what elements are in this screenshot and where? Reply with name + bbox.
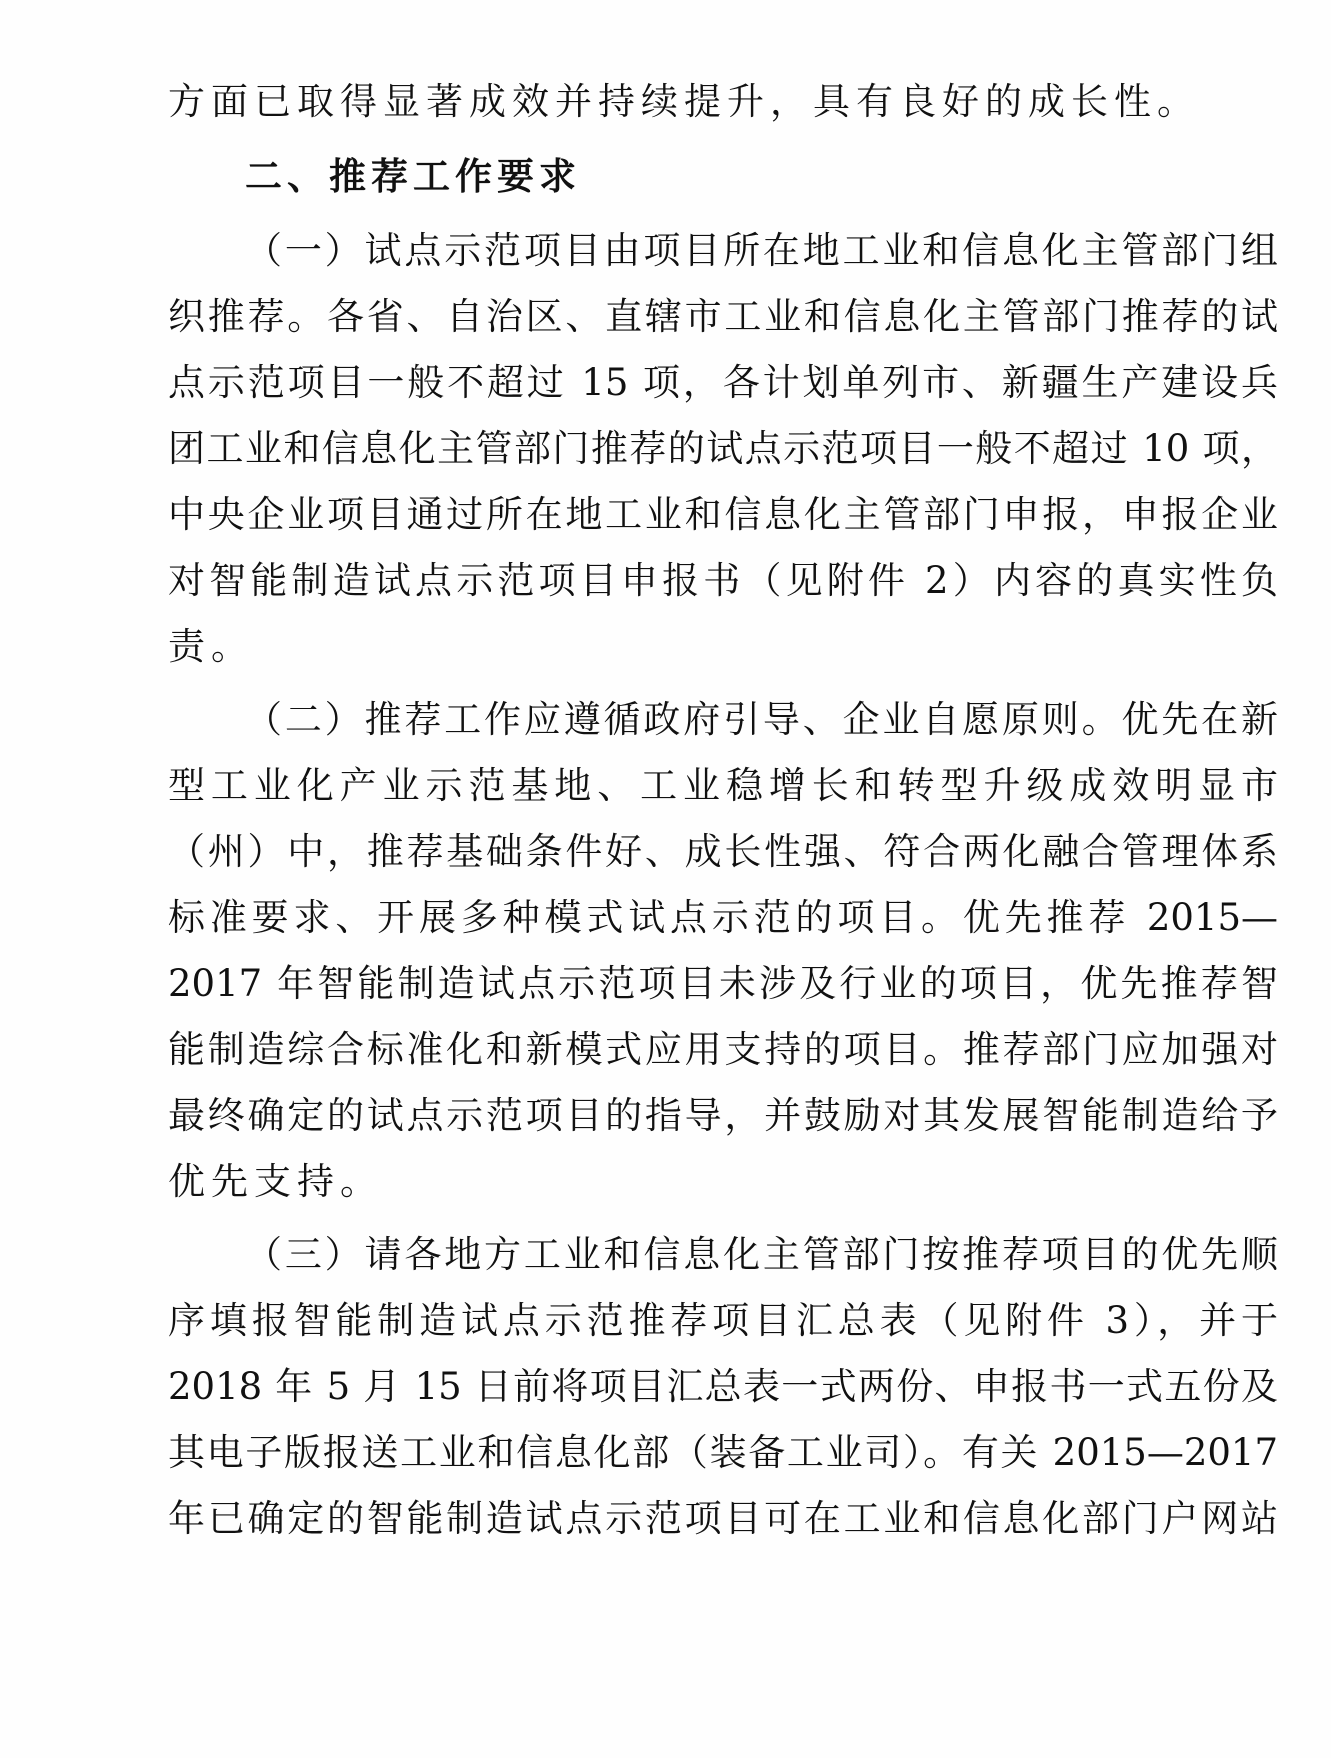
text-line: 年已确定的智能制造试点示范项目可在工业和信息化部门户网站 bbox=[168, 1497, 1278, 1540]
text-line: 织推荐。各省、自治区、直辖市工业和信息化主管部门推荐的试 bbox=[168, 295, 1278, 338]
section-heading: 二、推荐工作要求 bbox=[245, 155, 581, 198]
text-line: 2017 年智能制造试点示范项目未涉及行业的项目，优先推荐智 bbox=[168, 962, 1278, 1005]
text-line: 最终确定的试点示范项目的指导，并鼓励对其发展智能制造给予 bbox=[168, 1094, 1278, 1137]
text-line: （一）试点示范项目由项目所在地工业和信息化主管部门组 bbox=[245, 229, 1278, 272]
text-line: 团工业和信息化主管部门推荐的试点示范项目一般不超过 10 项， bbox=[168, 427, 1278, 470]
text-line: 优先支持。 bbox=[168, 1160, 383, 1203]
text-line: 点示范项目一般不超过 15 项，各计划单列市、新疆生产建设兵 bbox=[168, 361, 1278, 404]
text-line: 型工业化产业示范基地、工业稳增长和转型升级成效明显市 bbox=[168, 764, 1278, 807]
text-line: 能制造综合标准化和新模式应用支持的项目。推荐部门应加强对 bbox=[168, 1028, 1278, 1071]
text-line: 其电子版报送工业和信息化部（装备工业司）。有关 2015—2017 bbox=[168, 1431, 1278, 1474]
text-line: 方面已取得显著成效并持续提升，具有良好的成长性。 bbox=[168, 80, 1200, 123]
text-line: 对智能制造试点示范项目申报书（见附件 2）内容的真实性负 bbox=[168, 559, 1278, 602]
text-line: 标准要求、开展多种模式试点示范的项目。优先推荐 2015— bbox=[168, 896, 1278, 939]
text-line: （州）中，推荐基础条件好、成长性强、符合两化融合管理体系 bbox=[168, 830, 1278, 873]
text-line: 2018 年 5 月 15 日前将项目汇总表一式两份、申报书一式五份及 bbox=[168, 1365, 1278, 1408]
text-line: （二）推荐工作应遵循政府引导、企业自愿原则。优先在新 bbox=[245, 698, 1278, 741]
text-line: 责。 bbox=[168, 625, 254, 668]
text-line: 中央企业项目通过所在地工业和信息化主管部门申报，申报企业 bbox=[168, 493, 1278, 536]
text-line: 序填报智能制造试点示范推荐项目汇总表（见附件 3），并于 bbox=[168, 1299, 1278, 1342]
text-line: （三）请各地方工业和信息化主管部门按推荐项目的优先顺 bbox=[245, 1233, 1278, 1276]
